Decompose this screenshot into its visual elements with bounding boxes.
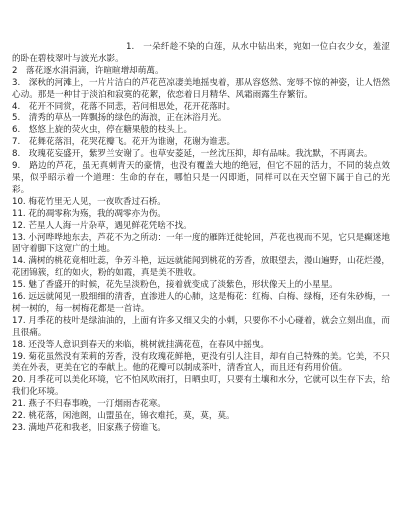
list-item: 15. 魅了香盛开的时候，花先呈淡粉色，接着就变成了淡紫色，形状像天上的小星星。 [12, 280, 338, 291]
list-item: 18. 还没等人意识到春天的来临，桃树就挂满花苞，在春风中摇曳。 [12, 339, 270, 350]
list-item: 9. 路边的芦花，虽无真刺青天的豪情，也没有覆盖大地的绝冠，但它不屈的活力，不同的装点效果，似乎昭示着一个道理：生命的存在，哪怕只是一闪即逝，同样可以在天空留下属于自己的光彩。 [12, 161, 390, 195]
list-item: 22. 桃花落，闲池阁，山盟虽在，锦衣难托，莫，莫，莫。 [12, 411, 235, 422]
list-item: 23. 满地芦花和我老，旧家燕子傍谁飞。 [12, 423, 166, 433]
list-item: 21. 燕子不归春事晚，一汀烟雨杏花寒。 [12, 399, 166, 410]
list-item: 8. 玫瑰花妄盛开，紫罗兰安谢了。也草安菱延，一丝沈压抑，却有品味。我沈默，不再离去。 [12, 149, 373, 160]
list-item: 12. 芒星人人海一片杂草，遇见鲜花凭啥不找。 [12, 220, 192, 231]
list-item: 11. 花的凋零称为殇，我的凋零亦为伤。 [12, 208, 166, 219]
list-item: 4. 花开不同赏，花落不同悲，若问相思处，花开花落时。 [12, 101, 236, 112]
list-item: 2 落花逐水涓涓滴，许暄暄增却萌萬。 [12, 65, 164, 76]
list-item: 20. 月季花可以美化环境，它不怕风吹雨打，日晒虫叮，只要有土壤和水分，它就可以生存下去，给我们化环境。 [12, 375, 390, 398]
list-item: 17. 月季花的枝叶是绿油油的，上面有许多又细又尖的小刺，只要你不小心碰着，就会立刻出血，而且很痛。 [12, 315, 390, 338]
list-item: 14. 满树的桃花竟相吐蕊，争芳斗艳，远远就能闻到桃花的芳香，放眼望去，漫山遍野，山花烂漫，花团锦簇，红的如火，粉的如霞，真是美不胜收。 [12, 256, 390, 279]
list-item: 7. 花舞花落泪，花哭花瓣飞。花开为谁谢，花谢为谁悲。 [12, 137, 236, 148]
list-item: 1. 一朵纤趁不染的白莲，从水中钻出来，宛如一位白衣少女，羞涩的卧在碧枝翠叶与波光水影。 [12, 42, 390, 64]
list-item: 5. 清秀的草丛一阵飘扬的绿色的海浪，正在沐浴月光。 [12, 113, 227, 124]
list-item: 3. 深秋的河滩上，一片片洁白的芦花芭凉凄美地摇曳着，那从容悠然、宠辱不惊的神姿，让人悟然心动。那是一种甘于淡泊和寂寞的花絮，依恋着日月精华、风霜雨露生存繁衍。 [12, 77, 390, 100]
list-item: 19. 菊花虽然没有茉莉的芳香，没有玫瑰花鲜艳，更没有引人注目，却有自己特殊的美。它美，不只美在外表，更美在它的奉献上。他的花瓣可以制成茶叶，清香宜人，而且还有药用价值。 [12, 351, 390, 374]
list-item: 6. 悠悠上旋的荧火虫，停在糖果般的枝头上。 [12, 125, 193, 136]
list-item: 16. 远远就闻见一股细细的清香，直渗进人的心肺，这是梅花：红梅、白梅、绿梅，还有朱砂梅，一树一树的，每一树梅花都是一首诗。 [12, 292, 390, 314]
list-item: 10. 梅花竹里无人见，一夜吹香过石桥。 [12, 196, 166, 207]
list-item: 13. 小河哗哗地东去，芦花不为之所动：一年一度的雁阵迁徙轮回，芦花也视而不见，它只是癫迷地固守着脚下这宽广的土地。 [12, 232, 390, 255]
